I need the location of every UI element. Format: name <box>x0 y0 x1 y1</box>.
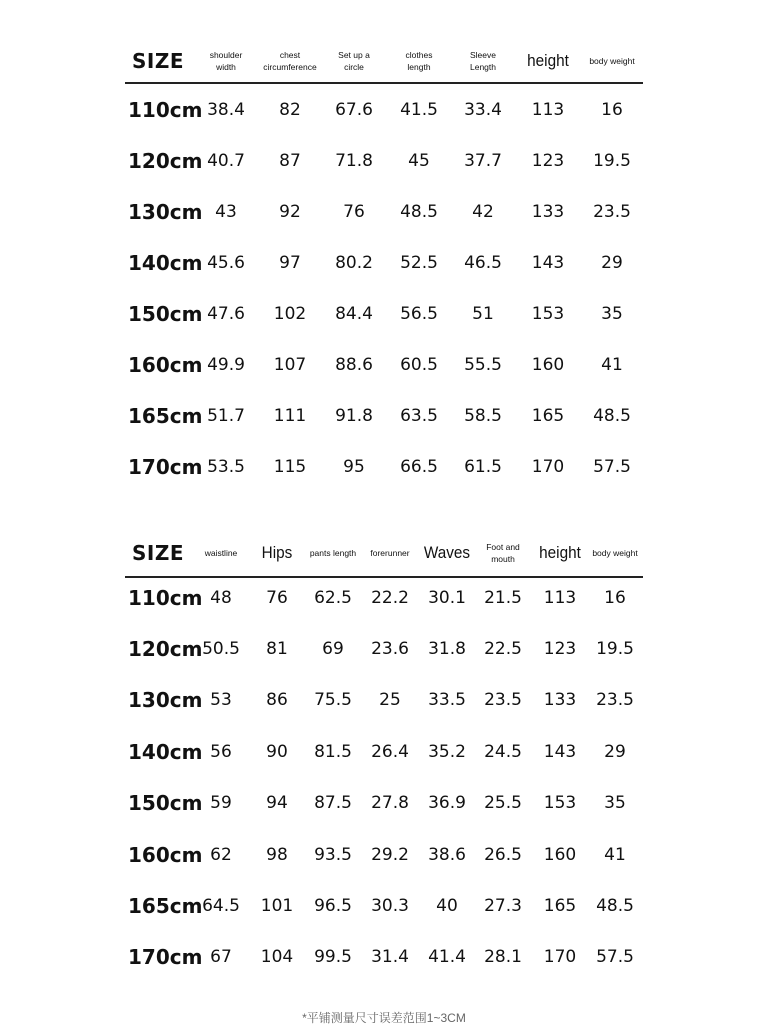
table-row <box>0 778 768 829</box>
table-cell: 26.4 <box>371 741 409 762</box>
table-cell: 87.5 <box>314 793 352 814</box>
table-row <box>0 932 768 983</box>
table-cell: 16 <box>604 587 626 608</box>
table-cell: 49.9 <box>207 354 245 375</box>
table-cell: 170 <box>531 456 565 477</box>
table-cell: 160 <box>543 844 577 865</box>
table-cell: 80.2 <box>335 252 373 273</box>
table-cell: 19.5 <box>593 150 631 171</box>
table-cell: 51.7 <box>207 405 245 426</box>
table-row <box>0 441 768 492</box>
table-cell: 98 <box>266 844 288 865</box>
table-cell: 115 <box>273 456 307 477</box>
size-label: 165cm <box>128 403 203 428</box>
table-cell: 58.5 <box>464 405 502 426</box>
table-cell: 99.5 <box>314 947 352 968</box>
size-label: 120cm <box>128 636 203 661</box>
table-cell: 29 <box>604 741 626 762</box>
size-label: 110cm <box>128 97 203 122</box>
table-cell: 45 <box>408 150 430 171</box>
table-cell: 23.6 <box>371 638 409 659</box>
table-cell: 153 <box>531 303 565 324</box>
table-cell: 38.4 <box>207 99 245 120</box>
table-cell: 35 <box>604 793 626 814</box>
table-cell: 143 <box>531 252 565 273</box>
table-cell: 81 <box>266 638 288 659</box>
table-cell: 40 <box>436 895 458 916</box>
table-cell: 23.5 <box>593 201 631 222</box>
column-header: Sleeve Length <box>470 50 496 72</box>
size-label: 150cm <box>128 301 203 326</box>
table-cell: 82 <box>279 99 301 120</box>
column-header: Foot and mouth <box>486 542 520 564</box>
table-cell: 46.5 <box>464 252 502 273</box>
table-cell: 50.5 <box>202 638 240 659</box>
column-header: pants length <box>309 548 357 558</box>
table-cell: 57.5 <box>596 947 634 968</box>
table-cell: 45.6 <box>207 252 245 273</box>
size-label: 130cm <box>128 199 203 224</box>
column-header: Waves <box>423 543 471 562</box>
table-cell: 35 <box>601 303 623 324</box>
table-cell: 56.5 <box>400 303 438 324</box>
size-label: 140cm <box>128 250 203 275</box>
table-cell: 27.3 <box>484 895 522 916</box>
table-cell: 33.4 <box>464 99 502 120</box>
table-cell: 48.5 <box>596 895 634 916</box>
table-cell: 75.5 <box>314 690 352 711</box>
table-cell: 102 <box>273 303 307 324</box>
table-cell: 28.1 <box>484 947 522 968</box>
column-header: height <box>527 51 569 70</box>
table-row <box>0 288 768 339</box>
table-cell: 113 <box>531 99 565 120</box>
table-cell: 62 <box>210 844 232 865</box>
table-cell: 91.8 <box>335 405 373 426</box>
table-cell: 47.6 <box>207 303 245 324</box>
table-cell: 95 <box>343 456 365 477</box>
size-label: 130cm <box>128 688 203 713</box>
table-cell: 29.2 <box>371 844 409 865</box>
table-cell: 52.5 <box>400 252 438 273</box>
table-row <box>0 186 768 237</box>
table-cell: 69 <box>322 638 344 659</box>
table-cell: 25 <box>379 690 401 711</box>
table-cell: 123 <box>543 638 577 659</box>
table-cell: 19.5 <box>596 638 634 659</box>
size-label: 165cm <box>128 893 203 918</box>
table-cell: 41.4 <box>428 947 466 968</box>
table-cell: 48 <box>210 587 232 608</box>
table-cell: 104 <box>260 947 294 968</box>
table-cell: 94 <box>266 793 288 814</box>
table-cell: 56 <box>210 741 232 762</box>
table-cell: 88.6 <box>335 354 373 375</box>
table-cell: 90 <box>266 741 288 762</box>
table-cell: 41 <box>604 844 626 865</box>
table-cell: 29 <box>601 252 623 273</box>
table-cell: 64.5 <box>202 895 240 916</box>
table-cell: 101 <box>260 895 294 916</box>
table-cell: 71.8 <box>335 150 373 171</box>
table-cell: 170 <box>543 947 577 968</box>
table-cell: 97 <box>279 252 301 273</box>
table-cell: 36.9 <box>428 793 466 814</box>
table-cell: 123 <box>531 150 565 171</box>
table-cell: 66.5 <box>400 456 438 477</box>
column-header: body weight <box>589 56 635 66</box>
table-cell: 53.5 <box>207 456 245 477</box>
table-cell: 40.7 <box>207 150 245 171</box>
table-cell: 27.8 <box>371 793 409 814</box>
column-header: waistline <box>204 548 238 558</box>
measurement-footnote: *平铺测量尺寸误差范围1~3CM <box>302 1011 466 1025</box>
table-cell: 111 <box>273 405 307 426</box>
table-cell: 165 <box>543 895 577 916</box>
table-cell: 76 <box>266 587 288 608</box>
table-cell: 63.5 <box>400 405 438 426</box>
size-label: 120cm <box>128 148 203 173</box>
table-cell: 67.6 <box>335 99 373 120</box>
column-header: Set up a circle <box>338 50 370 72</box>
table-cell: 143 <box>543 741 577 762</box>
table-cell: 59 <box>210 793 232 814</box>
table-cell: 31.4 <box>371 947 409 968</box>
table-row <box>0 726 768 777</box>
size-label: 160cm <box>128 352 203 377</box>
table-row <box>0 237 768 288</box>
table-cell: 41.5 <box>400 99 438 120</box>
table-cell: 48.5 <box>593 405 631 426</box>
table-cell: 22.2 <box>371 587 409 608</box>
table-cell: 93.5 <box>314 844 352 865</box>
column-header: SIZE <box>131 541 184 565</box>
size-label: 170cm <box>128 945 203 970</box>
table-cell: 30.1 <box>428 587 466 608</box>
table-row <box>0 390 768 441</box>
table-cell: 160 <box>531 354 565 375</box>
table-cell: 41 <box>601 354 623 375</box>
size-label: 170cm <box>128 454 203 479</box>
size-label: 150cm <box>128 791 203 816</box>
table-cell: 153 <box>543 793 577 814</box>
column-header: height <box>539 543 581 562</box>
column-header: forerunner <box>370 548 410 558</box>
table-row <box>0 572 768 623</box>
table-cell: 23.5 <box>484 690 522 711</box>
column-header: chest circumference <box>263 50 317 72</box>
table-cell: 61.5 <box>464 456 502 477</box>
table-cell: 57.5 <box>593 456 631 477</box>
size-label: 140cm <box>128 739 203 764</box>
size-label: 160cm <box>128 842 203 867</box>
table-cell: 87 <box>279 150 301 171</box>
table-row <box>0 84 768 135</box>
table-cell: 53 <box>210 690 232 711</box>
table-row <box>0 880 768 931</box>
table-cell: 81.5 <box>314 741 352 762</box>
table-cell: 24.5 <box>484 741 522 762</box>
table-row <box>0 829 768 880</box>
table-cell: 62.5 <box>314 587 352 608</box>
table-row <box>0 339 768 390</box>
column-header: shoulder width <box>209 50 243 72</box>
table-cell: 26.5 <box>484 844 522 865</box>
table-cell: 30.3 <box>371 895 409 916</box>
table-cell: 33.5 <box>428 690 466 711</box>
table-cell: 16 <box>601 99 623 120</box>
table-cell: 37.7 <box>464 150 502 171</box>
table-cell: 133 <box>531 201 565 222</box>
table-row <box>0 623 768 674</box>
column-header: body weight <box>592 548 638 558</box>
table-cell: 23.5 <box>596 690 634 711</box>
column-header: clothes length <box>405 50 433 72</box>
table-cell: 38.6 <box>428 844 466 865</box>
table-cell: 55.5 <box>464 354 502 375</box>
table-cell: 67 <box>210 947 232 968</box>
table-cell: 51 <box>472 303 494 324</box>
table-cell: 21.5 <box>484 587 522 608</box>
column-header: SIZE <box>131 49 184 73</box>
column-header: Hips <box>261 543 293 562</box>
table-cell: 42 <box>472 201 494 222</box>
table-cell: 165 <box>531 405 565 426</box>
table-cell: 113 <box>543 587 577 608</box>
table-cell: 31.8 <box>428 638 466 659</box>
table-cell: 92 <box>279 201 301 222</box>
table-cell: 76 <box>343 201 365 222</box>
table-row <box>0 675 768 726</box>
table-cell: 84.4 <box>335 303 373 324</box>
table-row <box>0 135 768 186</box>
table-cell: 60.5 <box>400 354 438 375</box>
table-cell: 86 <box>266 690 288 711</box>
table-cell: 107 <box>273 354 307 375</box>
table-cell: 35.2 <box>428 741 466 762</box>
table-cell: 96.5 <box>314 895 352 916</box>
table-cell: 48.5 <box>400 201 438 222</box>
size-label: 110cm <box>128 585 203 610</box>
table-cell: 25.5 <box>484 793 522 814</box>
table-cell: 43 <box>215 201 237 222</box>
table-cell: 22.5 <box>484 638 522 659</box>
table-cell: 133 <box>543 690 577 711</box>
